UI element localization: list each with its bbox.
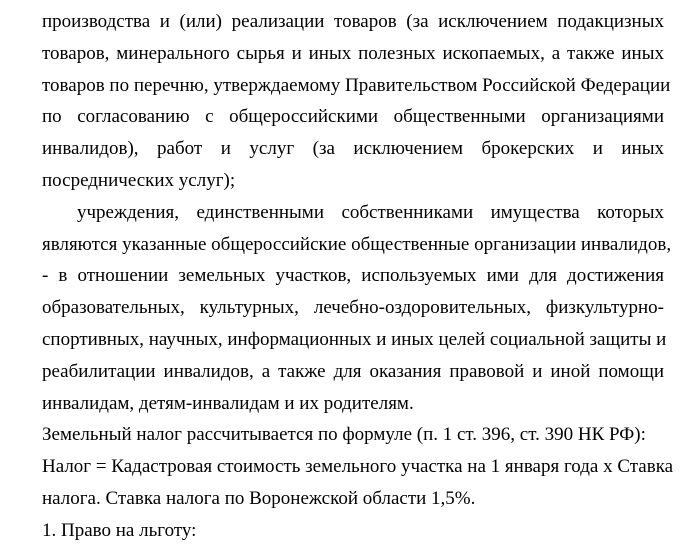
text-line: инвалидов), работ и услуг (за исключением брокерских и иных <box>42 138 664 160</box>
text-line: товаров, минерального сырья и иных полезных ископаемых, а также иных <box>42 42 664 64</box>
text-line: по согласованию с общероссийскими общественными организациями <box>42 106 664 128</box>
text-line: посреднических услуг); <box>42 169 236 191</box>
text-line: налога. Ставка налога по Воронежской области 1,5%. <box>42 487 476 509</box>
text-line: реабилитации инвалидов, а также для оказания правовой и иной помощи <box>42 360 664 382</box>
text-line: товаров по перечню, утверждаемому Правительством Российской Федерации <box>42 74 671 96</box>
text-line: образовательных, культурных, лечебно-оздоровительных, физкультурно- <box>42 297 664 319</box>
text-line: производства и (или) реализации товаров (за исключением подакцизных <box>42 11 664 32</box>
text-line: Земельный налог рассчитывается по формуле (п. 1 ст. 396, ст. 390 НК РФ): <box>42 424 646 446</box>
text-line: 1. Право на льготу: <box>42 519 197 541</box>
text-line: учреждения, единственными собственниками имущества которых <box>77 201 664 223</box>
text-line: являются указанные общероссийские общественные организации инвалидов, <box>42 233 672 255</box>
text-line: спортивных, научных, информационных и иных целей социальной защиты и <box>42 328 667 350</box>
text-line: Налог = Кадастровая стоимость земельного участка на 1 января года х Ставка <box>42 456 674 478</box>
document-body <box>42 6 674 547</box>
text-line: инвалидам, детям-инвалидам и их родителям. <box>42 392 414 414</box>
text-line: - в отношении земельных участков, используемых ими для достижения <box>42 265 664 287</box>
